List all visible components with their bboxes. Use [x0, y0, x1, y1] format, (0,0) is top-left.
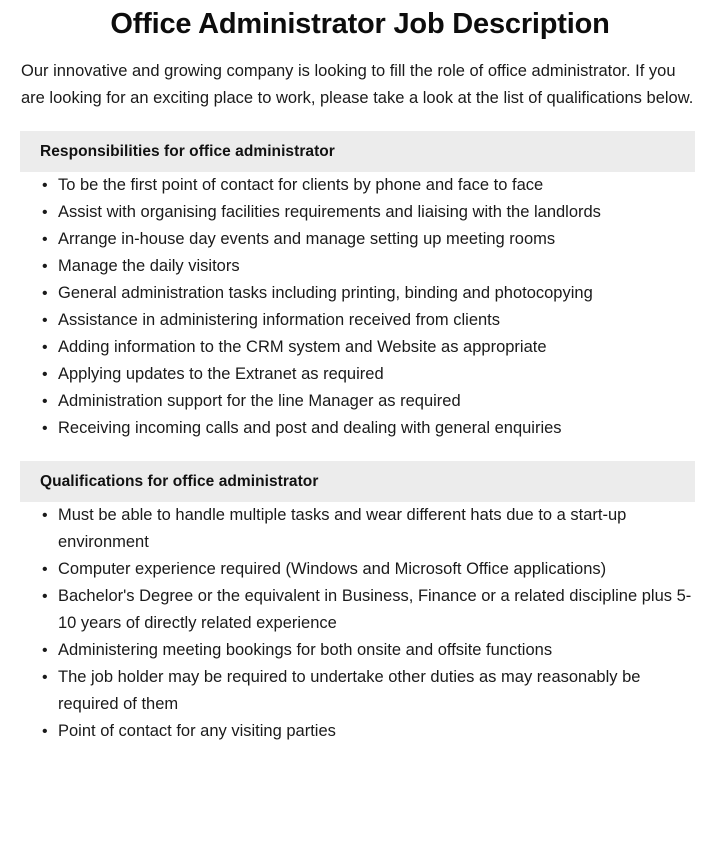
- list-item: • Assistance in administering information received from clients: [0, 307, 720, 334]
- section-header-qualifications: [20, 461, 695, 502]
- list-item: • Administration support for the line Manager as required: [0, 388, 720, 415]
- list-item: • To be the first point of contact for clients by phone and face to face: [0, 172, 720, 199]
- list-item: • Manage the daily visitors: [0, 253, 720, 280]
- page-title: Office Administrator Job Description: [110, 8, 610, 40]
- intro-paragraph: Our innovative and growing company is looking to fill the role of office administrator. If you are looking for an exciting place to work, please take a look at the list of qualifications below.: [21, 62, 694, 107]
- list-item: • Point of contact for any visiting parties: [0, 718, 720, 745]
- section-heading-label: Responsibilities for office administrator: [40, 142, 335, 160]
- list-item: • Administering meeting bookings for both onsite and offsite functions: [0, 637, 720, 664]
- list-item: • Bachelor's Degree or the equivalent in Business, Finance or a related discipline plus 5-10 years of directly related experience: [0, 583, 720, 637]
- list-item: • Applying updates to the Extranet as required: [0, 361, 720, 388]
- section-heading-label: Qualifications for office administrator: [40, 472, 319, 490]
- list-item: • Assist with organising facilities requirements and liaising with the landlords: [0, 199, 720, 226]
- list-item: • General administration tasks including printing, binding and photocopying: [0, 280, 720, 307]
- list-item: • Receiving incoming calls and post and dealing with general enquiries: [0, 415, 720, 442]
- list-item: • Adding information to the CRM system and Website as appropriate: [0, 334, 720, 361]
- list-item: • The job holder may be required to undertake other duties as may reasonably be required of them: [0, 664, 720, 718]
- list-item: • Arrange in-house day events and manage setting up meeting rooms: [0, 226, 720, 253]
- section-header-responsibilities: [20, 131, 695, 172]
- responsibilities-list: [0, 172, 720, 442]
- list-item: • Must be able to handle multiple tasks and wear different hats due to a start-up environment: [0, 502, 720, 556]
- qualifications-list: [0, 502, 720, 745]
- list-item: • Computer experience required (Windows and Microsoft Office applications): [0, 556, 720, 583]
